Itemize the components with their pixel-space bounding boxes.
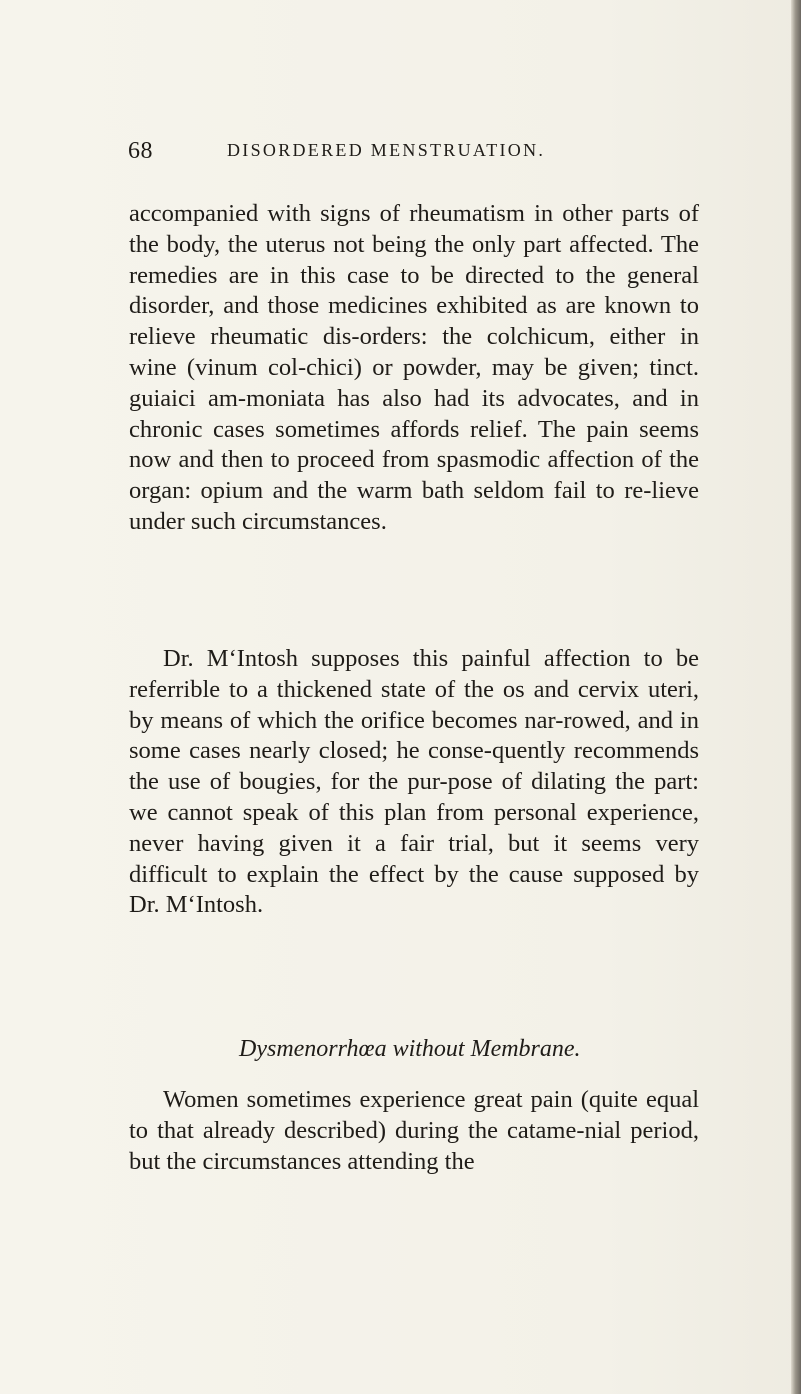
page-header	[128, 139, 708, 171]
paragraph-text: Women sometimes experience great pain (quite equal to that already described) during the catame-nial period, but the circumstances attending the	[129, 1086, 699, 1175]
paragraph-text: accompanied with signs of rheumatism in other parts of the body, the uterus not being the only part affected. The remedies are in this case to be directed to the general disorder, and those medicines exhibited as are known to relieve rheumatic dis-orders: the colchicum, either in wine (vinum col-chici) or powder, may be given; tinct. guiaici am-moniata has also had its advocates, and in chronic cases sometimes affords relief. The pain seems now and then to proceed from spasmodic affection of the organ: opium and the warm bath seldom fail to re-lieve under such circumstances.	[129, 200, 699, 535]
paragraph-text: Dr. M‘Intosh supposes this painful affection to be referrible to a thickened state of the os and cervix uteri, by means of which the orifice becomes nar-rowed, and in some cases nearly closed; he conse-quently recommends the use of bougies, for the pur-pose of dilating the part: we cannot speak of this plan from personal experience, never having given it a fair trial, but it seems very difficult to explain the effect by the cause supposed by Dr. M‘Intosh.	[129, 645, 699, 919]
paragraph-women	[129, 1085, 699, 1177]
paragraph-mcintosh	[129, 644, 699, 921]
page-number: 68	[128, 138, 153, 164]
page-edge-shadow	[791, 0, 801, 1394]
running-head: DISORDERED MENSTRUATION.	[227, 140, 546, 160]
paragraph-rheumatism	[129, 199, 699, 538]
section-heading: Dysmenorrhœa without Membrane.	[239, 1036, 581, 1062]
